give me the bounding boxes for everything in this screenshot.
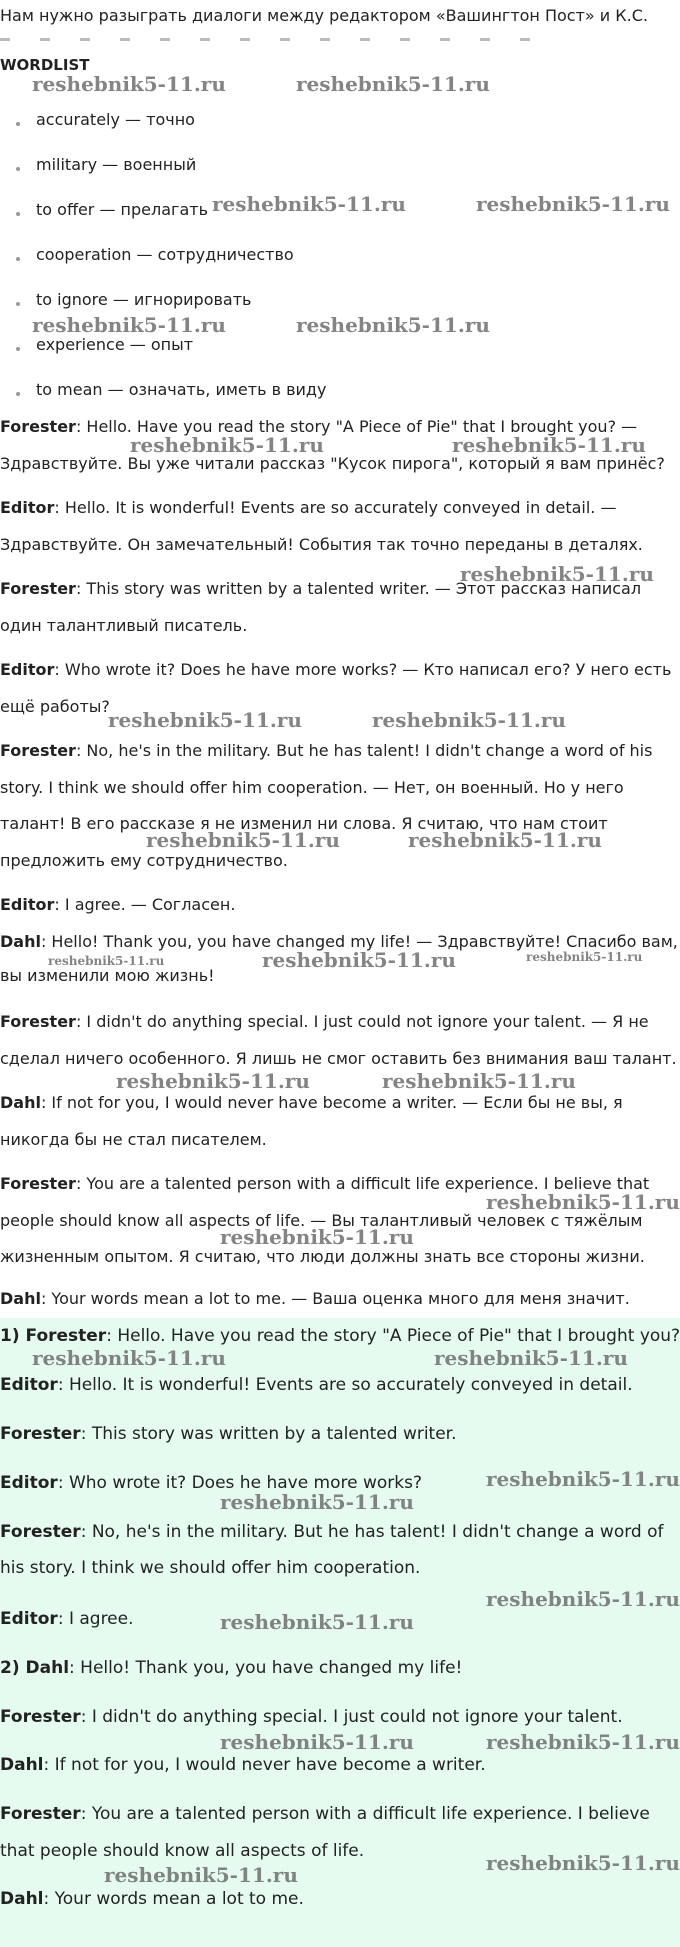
watermark: reshebnik5-11.ru (526, 950, 643, 964)
watermark: reshebnik5-11.ru (486, 1851, 680, 1875)
speaker-name: Forester (0, 579, 76, 598)
dialogue-line: предложить ему сотрудничество. (0, 851, 288, 870)
wordlist-item: cooperation — сотрудничество (36, 245, 294, 264)
watermark: reshebnik5-11.ru (104, 1863, 298, 1887)
dialogue-line: ещё работы? (0, 697, 110, 716)
dialogue-line: Forester: I didn't do anything special. I just could not ignore your talent. — Я не (0, 1012, 649, 1031)
watermark: reshebnik5-11.ru (452, 433, 646, 457)
watermark: reshebnik5-11.ru (220, 1610, 414, 1634)
watermark: reshebnik5-11.ru (486, 1190, 680, 1214)
speaker-name: Editor (0, 498, 55, 517)
answer-line: Dahl: Your words mean a lot to me. (0, 1889, 304, 1909)
speaker-name: Editor (0, 1473, 58, 1493)
dialogue-line: никогда бы не стал писателем. (0, 1130, 267, 1149)
dialogue-line: Здравствуйте. Он замечательный! События так точно переданы в деталях. (0, 535, 643, 554)
speaker-name: Forester (0, 741, 76, 760)
watermark: reshebnik5-11.ru (116, 1069, 310, 1093)
speaker-name: Editor (0, 660, 55, 679)
answer-line: Forester: This story was written by a talented writer. (0, 1424, 457, 1444)
watermark: reshebnik5-11.ru (296, 72, 490, 96)
watermark: reshebnik5-11.ru (434, 1346, 628, 1370)
dialogue-line: жизненным опытом. Я считаю, что люди должны знать все стороны жизни. (0, 1247, 645, 1266)
dialogue-line: Editor: Who wrote it? Does he have more works? — Кто написал его? У него есть (0, 660, 672, 679)
dialogue-line: Editor: Hello. It is wonderful! Events are so accurately conveyed in detail. — (0, 498, 617, 517)
answer-line: 1) Forester: Hello. Have you read the story "A Piece of Pie" that I brought you? (0, 1326, 680, 1346)
watermark: reshebnik5-11.ru (372, 708, 566, 732)
answer-line: Forester: No, he's in the military. But he has talent! I didn't change a word of (0, 1522, 664, 1542)
dialogue-line: Здравствуйте. Вы уже читали рассказ "Кусок пирога", который я вам принёс? (0, 454, 665, 473)
dialogue-line: Dahl: Your words mean a lot to me. — Ваша оценка много для меня значит. (0, 1289, 630, 1308)
watermark: reshebnik5-11.ru (146, 828, 340, 852)
watermark: reshebnik5-11.ru (220, 1730, 414, 1754)
watermark: reshebnik5-11.ru (296, 313, 490, 337)
watermark: reshebnik5-11.ru (220, 1225, 414, 1249)
speaker-name: Editor (0, 1375, 58, 1395)
bullet-icon (16, 122, 20, 126)
watermark: reshebnik5-11.ru (486, 1587, 680, 1611)
speaker-name: Forester (0, 417, 76, 436)
dialogue-line: Forester: This story was written by a talented writer. — Этот рассказ написал (0, 579, 642, 598)
wordlist-item: accurately — точно (36, 110, 195, 129)
answer-line: Forester: You are a talented person with a difficult life experience. I believe (0, 1804, 650, 1824)
dialogue-line: сделал ничего особенного. Я лишь не смог оставить без внимания ваш талант. (0, 1049, 677, 1068)
wordlist-item: to offer — прелагать (36, 200, 209, 219)
dialogue-line: Forester: Hello. Have you read the story "A Piece of Pie" that I brought you? — (0, 417, 638, 436)
watermark: reshebnik5-11.ru (220, 1490, 414, 1514)
bullet-icon (16, 302, 20, 306)
answer-line: Editor: I agree. (0, 1609, 134, 1629)
speaker-name: Editor (0, 895, 55, 914)
dialogue-line: один талантливый писатель. (0, 616, 248, 635)
watermark: reshebnik5-11.ru (48, 954, 165, 968)
dialogue-line: Forester: No, he's in the military. But he has talent! I didn't change a word of his (0, 741, 653, 760)
watermark: reshebnik5-11.ru (382, 1069, 576, 1093)
speaker-name: Forester (0, 1522, 81, 1542)
answer-line: his story. I think we should offer him cooperation. (0, 1558, 421, 1578)
wordlist-item: experience — опыт (36, 335, 194, 354)
cropped-text-line (0, 38, 560, 41)
watermark: reshebnik5-11.ru (262, 948, 456, 972)
dialogue-number: 1) Forester (0, 1326, 107, 1346)
dialogue-line: талант! В его рассказе я не изменил ни слова. Я считаю, что нам стоит (0, 814, 608, 833)
watermark: reshebnik5-11.ru (32, 313, 226, 337)
speaker-name: Forester (0, 1012, 76, 1031)
bullet-icon (16, 347, 20, 351)
answer-line: Forester: I didn't do anything special. I just could not ignore your talent. (0, 1707, 623, 1727)
speaker-name: Forester (0, 1174, 76, 1193)
watermark: reshebnik5-11.ru (108, 708, 302, 732)
watermark: reshebnik5-11.ru (32, 1346, 226, 1370)
watermark: reshebnik5-11.ru (460, 562, 654, 586)
speaker-name: Dahl (0, 1093, 41, 1112)
watermark: reshebnik5-11.ru (32, 72, 226, 96)
speaker-name: Forester (0, 1707, 81, 1727)
speaker-name: Dahl (0, 1289, 41, 1308)
dialogue-line: Dahl: If not for you, I would never have become a writer. — Если бы не вы, я (0, 1093, 623, 1112)
wordlist-heading: WORDLIST (0, 56, 90, 74)
dialogue-number: 2) Dahl (0, 1658, 70, 1678)
bullet-icon (16, 167, 20, 171)
intro-text: Нам нужно разыграть диалоги между редактором «Вашингтон Пост» и К.С. (0, 6, 648, 25)
wordlist-item: to ignore — игнорировать (36, 290, 252, 309)
answer-line: Dahl: If not for you, I would never have become a writer. (0, 1755, 486, 1775)
speaker-name: Forester (0, 1804, 81, 1824)
dialogue-line: Dahl: Hello! Thank you, you have changed my life! — Здравствуйте! Спасибо вам, (0, 932, 678, 951)
watermark: reshebnik5-11.ru (486, 1730, 680, 1754)
speaker-name: Editor (0, 1609, 58, 1629)
dialogue-line: Editor: I agree. — Согласен. (0, 895, 236, 914)
speaker-name: Dahl (0, 1755, 44, 1775)
watermark: reshebnik5-11.ru (130, 433, 324, 457)
dialogue-line: Forester: You are a talented person with a difficult life experience. I believe that (0, 1174, 650, 1193)
answer-line: 2) Dahl: Hello! Thank you, you have changed my life! (0, 1658, 463, 1678)
wordlist-item: to mean — означать, иметь в виду (36, 380, 327, 399)
watermark: reshebnik5-11.ru (212, 192, 406, 216)
watermark: reshebnik5-11.ru (486, 1467, 680, 1491)
watermark: reshebnik5-11.ru (476, 192, 670, 216)
dialogue-line: people should know all aspects of life. — Вы талантливый человек с тяжёлым (0, 1211, 643, 1230)
wordlist-item: military — военный (36, 155, 197, 174)
bullet-icon (16, 212, 20, 216)
dialogue-line: story. I think we should offer him cooperation. — Нет, он военный. Но у него (0, 778, 624, 797)
answer-line: Editor: Hello. It is wonderful! Events are so accurately conveyed in detail. (0, 1375, 633, 1395)
dialogue-line: вы изменили мою жизнь! (0, 966, 215, 985)
watermark: reshebnik5-11.ru (408, 828, 602, 852)
speaker-name: Dahl (0, 932, 41, 951)
bullet-icon (16, 257, 20, 261)
speaker-name: Dahl (0, 1889, 44, 1909)
bullet-icon (16, 392, 20, 396)
answer-line: that people should know all aspects of life. (0, 1841, 365, 1861)
speaker-name: Forester (0, 1424, 81, 1444)
answer-line: Editor: Who wrote it? Does he have more works? (0, 1473, 423, 1493)
